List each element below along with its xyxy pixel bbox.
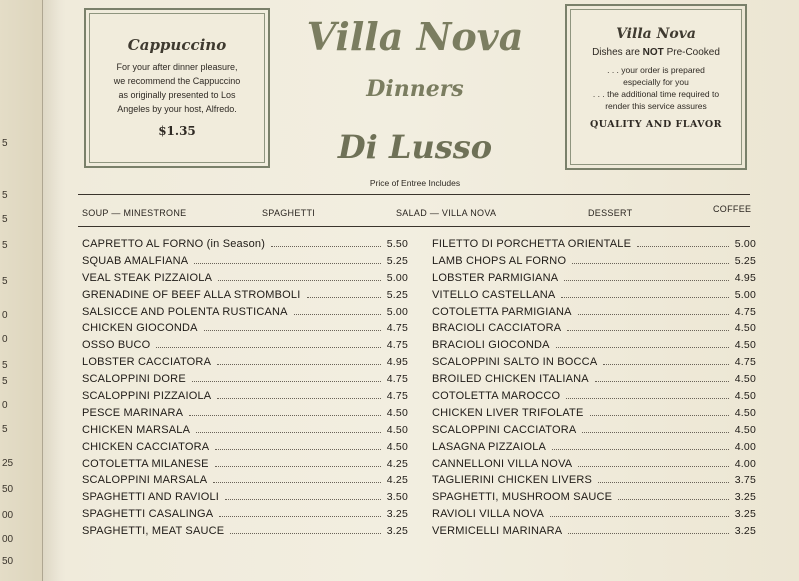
menu-item: [82, 238, 408, 255]
menu-item: [82, 424, 408, 441]
menu-item-price: 4.95: [386, 356, 408, 369]
menu-item-price: 5.50: [386, 238, 408, 250]
menu-item-leader: [550, 516, 729, 517]
menu-item: [82, 508, 408, 525]
menu-item-name: CHICKEN CACCIATORA: [82, 440, 210, 453]
menu-item-price: 4.00: [734, 457, 756, 470]
menu-item-price: 4.75: [734, 305, 756, 318]
menu-item: [82, 491, 408, 508]
folded-price-fragment: 50: [2, 484, 14, 495]
menu-item-name: BRACIOLI GIOCONDA: [432, 339, 550, 352]
menu-item-name: SALSICCE AND POLENTA RUSTICANA: [82, 305, 288, 318]
menu-item-price: 5.00: [386, 271, 408, 284]
menu-item-name: SCALOPPINI MARSALA: [82, 474, 208, 487]
menu-item: [82, 322, 408, 339]
menu-item-price: 3.25: [386, 525, 408, 538]
menu-item: [82, 474, 408, 491]
menu-item-price: 4.50: [386, 423, 408, 436]
menu-item: [432, 407, 756, 424]
menu-item-price: 5.25: [734, 254, 756, 267]
menu-item-name: LASAGNA PIZZAIOLA: [432, 440, 547, 453]
menu-item-leader: [219, 516, 380, 517]
quality-and-flavor: QUALITY AND FLAVOR: [590, 119, 722, 130]
menu-item: [82, 356, 408, 373]
folded-price-fragment: 5: [2, 214, 8, 225]
menu-item-leader: [567, 330, 728, 331]
menu-item-price: 4.75: [734, 356, 756, 369]
cappuccino-box: [84, 8, 270, 168]
menu-item: [82, 289, 408, 306]
menu-item-leader: [230, 533, 380, 534]
folded-price-fragment: 5: [2, 190, 8, 201]
menu-item-leader: [564, 280, 728, 281]
menu-item-leader: [603, 364, 728, 365]
menu-item-leader: [572, 263, 729, 264]
menu-item-leader: [598, 482, 729, 483]
menu-item-leader: [192, 381, 381, 382]
menu-item-price: 4.75: [386, 339, 408, 352]
menu-item-price: 4.50: [734, 322, 756, 335]
folded-price-fragment: 00: [2, 510, 14, 521]
menu-item: [432, 441, 756, 458]
left-folded-panel: [0, 0, 43, 581]
menu-item-leader: [204, 330, 381, 331]
folded-price-fragment: 50: [2, 556, 14, 567]
menu-item-name: CHICKEN MARSALA: [82, 423, 191, 436]
course-dessert: DESSERT: [588, 208, 633, 218]
menu-item-leader: [307, 297, 381, 298]
menu-item-price: 5.00: [734, 288, 756, 301]
cappuccino-box-inner: [89, 13, 265, 163]
menu-item-leader: [637, 246, 729, 247]
menu-item-name: PESCE MARINARA: [82, 406, 184, 419]
menu-item-price: 3.25: [734, 508, 756, 521]
menu-item-name: VITELLO CASTELLANA: [432, 288, 556, 301]
menu-item-price: 4.50: [386, 440, 408, 453]
menu-item-name: SCALOPPINI CACCIATORA: [432, 423, 577, 436]
folded-price-fragment: 5: [2, 424, 8, 435]
menu-item-name: CAPRETTO AL FORNO (in Season): [82, 238, 266, 250]
menu-item-name: CHICKEN LIVER TRIFOLATE: [432, 406, 584, 419]
folded-price-fragment: 00: [2, 534, 14, 545]
menu-item-price: 4.50: [386, 406, 408, 419]
menu-column-left: [82, 238, 408, 542]
menu-item-leader: [217, 398, 380, 399]
menu-item: [432, 373, 756, 390]
menu-item-price: 4.00: [734, 440, 756, 453]
menu-item-leader: [213, 482, 381, 483]
menu-item: [432, 272, 756, 289]
menu-item: [432, 508, 756, 525]
menu-item-price: 4.25: [386, 474, 408, 487]
cappuccino-line: For your after dinner pleasure,: [116, 62, 238, 72]
menu-item: [432, 424, 756, 441]
menu-item-name: BROILED CHICKEN ITALIANA: [432, 373, 589, 386]
menu-item-leader: [225, 499, 381, 500]
page-fold-shadow: [42, 0, 66, 581]
folded-price-fragment: 5: [2, 376, 8, 387]
menu-item-name: SPAGHETTI AND RAVIOLI: [82, 491, 220, 504]
menu-item-name: SCALOPPINI SALTO IN BOCCA: [432, 356, 598, 369]
menu-item: [82, 373, 408, 390]
menu-item-price: 4.50: [734, 390, 756, 403]
courses-rule-bottom: [78, 226, 750, 227]
courses-rule-top: [78, 194, 750, 195]
menu-item: [432, 255, 756, 272]
menu-item-leader: [595, 381, 729, 382]
menu-item: [432, 289, 756, 306]
dinners-heading: Dinners: [366, 76, 464, 102]
menu-item-price: 4.25: [386, 457, 408, 470]
course-coffee: COFFEE: [713, 204, 752, 214]
cappuccino-line: as originally presented to Los: [118, 90, 236, 100]
menu-item-leader: [196, 432, 381, 433]
menu-item: [82, 272, 408, 289]
menu-item-name: OSSO BUCO: [82, 339, 151, 352]
menu-item-price: 5.25: [386, 288, 408, 301]
folded-price-fragment: 0: [2, 400, 8, 411]
pre-cooked-post: Pre-Cooked: [666, 47, 720, 58]
menu-item: [82, 407, 408, 424]
menu-item-price: 5.00: [734, 238, 756, 250]
course-soup: SOUP — MINESTRONE: [82, 208, 187, 218]
menu-item: [82, 306, 408, 323]
menu-item-name: CANNELLONI VILLA NOVA: [432, 457, 573, 470]
menu-item-leader: [271, 246, 381, 247]
folded-price-fragment: 0: [2, 310, 8, 321]
menu-item: [82, 255, 408, 272]
menu-item-leader: [215, 466, 381, 467]
menu-item-name: SCALOPPINI PIZZAIOLA: [82, 390, 212, 403]
pre-cooked-note: [571, 47, 741, 58]
menu-item-name: BRACIOLI CACCIATORA: [432, 322, 562, 335]
menu-item-price: 4.50: [734, 423, 756, 436]
menu-item-price: 5.00: [386, 305, 408, 318]
menu-item: [432, 238, 756, 255]
menu-item-leader: [556, 347, 729, 348]
folded-price-fragment: 5: [2, 360, 8, 371]
menu-item-price: 3.50: [386, 491, 408, 504]
menu-item-price: 4.75: [386, 390, 408, 403]
menu-item: [432, 474, 756, 491]
menu-item-price: 3.75: [734, 474, 756, 487]
menu-item-price: 4.50: [734, 406, 756, 419]
menu-item-leader: [218, 280, 381, 281]
menu-item-name: COTOLETTA MILANESE: [82, 457, 209, 470]
menu-item: [432, 356, 756, 373]
menu-item: [432, 306, 756, 323]
menu-item-name: SPAGHETTI CASALINGA: [82, 508, 214, 521]
menu-item: [432, 491, 756, 508]
menu-item-leader: [590, 415, 729, 416]
menu-item-leader: [578, 466, 728, 467]
menu-item: [82, 458, 408, 475]
menu-item: [432, 458, 756, 475]
menu-item-price: 3.25: [734, 491, 756, 504]
course-spaghetti: SPAGHETTI: [262, 208, 316, 218]
menu-item: [82, 525, 408, 542]
menu-item-price: 4.75: [386, 322, 408, 335]
cappuccino-line: we recommend the Cappuccino: [113, 76, 241, 86]
menu-item-leader: [582, 432, 728, 433]
cappuccino-line: Angeles by your host, Alfredo.: [117, 104, 237, 114]
menu-item-name: LAMB CHOPS AL FORNO: [432, 254, 567, 267]
menu-item-name: LOBSTER PARMIGIANA: [432, 271, 559, 284]
menu-item: [432, 339, 756, 356]
menu-item-leader: [294, 314, 381, 315]
menu-item-name: VERMICELLI MARINARA: [432, 525, 563, 538]
menu-item: [82, 390, 408, 407]
folded-price-fragment: 25: [2, 458, 14, 469]
menu-item-leader: [566, 398, 728, 399]
menu-item-name: COTOLETTA MAROCCO: [432, 390, 561, 403]
service-box: [565, 4, 747, 170]
menu-item-price: 3.25: [734, 525, 756, 538]
pre-cooked-pre: Dishes are: [592, 47, 640, 58]
service-line: especially for you: [623, 77, 689, 87]
menu-item-leader: [156, 347, 380, 348]
menu-item: [432, 390, 756, 407]
menu-item: [82, 441, 408, 458]
pre-cooked-not: NOT: [642, 47, 664, 58]
menu-item-name: CHICKEN GIOCONDA: [82, 322, 198, 335]
menu-item-leader: [194, 263, 380, 264]
service-box-title: Villa Nova: [616, 26, 696, 42]
menu-item-name: TAGLIERINI CHICKEN LIVERS: [432, 474, 593, 487]
price-includes-note: Price of Entree Includes: [369, 178, 461, 188]
menu-item-name: VEAL STEAK PIZZAIOLA: [82, 271, 213, 284]
menu-item-leader: [561, 297, 728, 298]
menu-item-leader: [217, 364, 381, 365]
menu-item-leader: [568, 533, 728, 534]
menu-item-name: GRENADINE OF BEEF ALLA STROMBOLI: [82, 288, 301, 301]
service-description: [571, 64, 741, 112]
menu-item-leader: [189, 415, 381, 416]
cappuccino-description: [98, 60, 256, 116]
menu-column-right: [432, 238, 756, 542]
menu-item: [432, 322, 756, 339]
menu-item: [82, 339, 408, 356]
di-lusso-heading: Di Lusso: [337, 128, 493, 166]
menu-item-name: SQUAB AMALFIANA: [82, 254, 189, 267]
menu-item-leader: [552, 449, 729, 450]
service-line: . . . your order is prepared: [607, 65, 705, 75]
service-line: render this service assures: [605, 101, 707, 111]
menu-item: [432, 525, 756, 542]
menu-item-price: 4.50: [734, 373, 756, 386]
menu-item-name: SPAGHETTI, MUSHROOM SAUCE: [432, 491, 613, 504]
folded-price-fragment: 0: [2, 334, 8, 345]
folded-price-fragment: 5: [2, 240, 8, 251]
menu-item-price: 4.95: [734, 271, 756, 284]
folded-price-fragment: 5: [2, 276, 8, 287]
service-line: . . . the additional time required to: [592, 89, 720, 99]
menu-item-name: SCALOPPINI DORE: [82, 373, 186, 386]
menu-item-name: FILETTO DI PORCHETTA ORIENTALE: [432, 238, 632, 250]
menu-item-price: 5.25: [386, 254, 408, 267]
menu-item-leader: [578, 314, 729, 315]
menu-item-price: 3.25: [386, 508, 408, 521]
menu-item-name: LOBSTER CACCIATORA: [82, 356, 212, 369]
menu-item-leader: [618, 499, 729, 500]
menu-item-name: RAVIOLI VILLA NOVA: [432, 508, 545, 521]
restaurant-title: Villa Nova: [306, 14, 524, 59]
menu-item-price: 4.50: [734, 339, 756, 352]
menu-item-leader: [215, 449, 380, 450]
menu-item-name: SPAGHETTI, MEAT SAUCE: [82, 525, 225, 538]
course-salad: SALAD — VILLA NOVA: [396, 208, 497, 218]
menu-item-price: 4.75: [386, 373, 408, 386]
cappuccino-price: $1.35: [158, 124, 196, 138]
folded-price-fragment: 5: [2, 138, 8, 149]
menu-item-name: COTOLETTA PARMIGIANA: [432, 305, 572, 318]
cappuccino-title: Cappuccino: [127, 36, 227, 54]
service-box-inner: [570, 9, 742, 165]
